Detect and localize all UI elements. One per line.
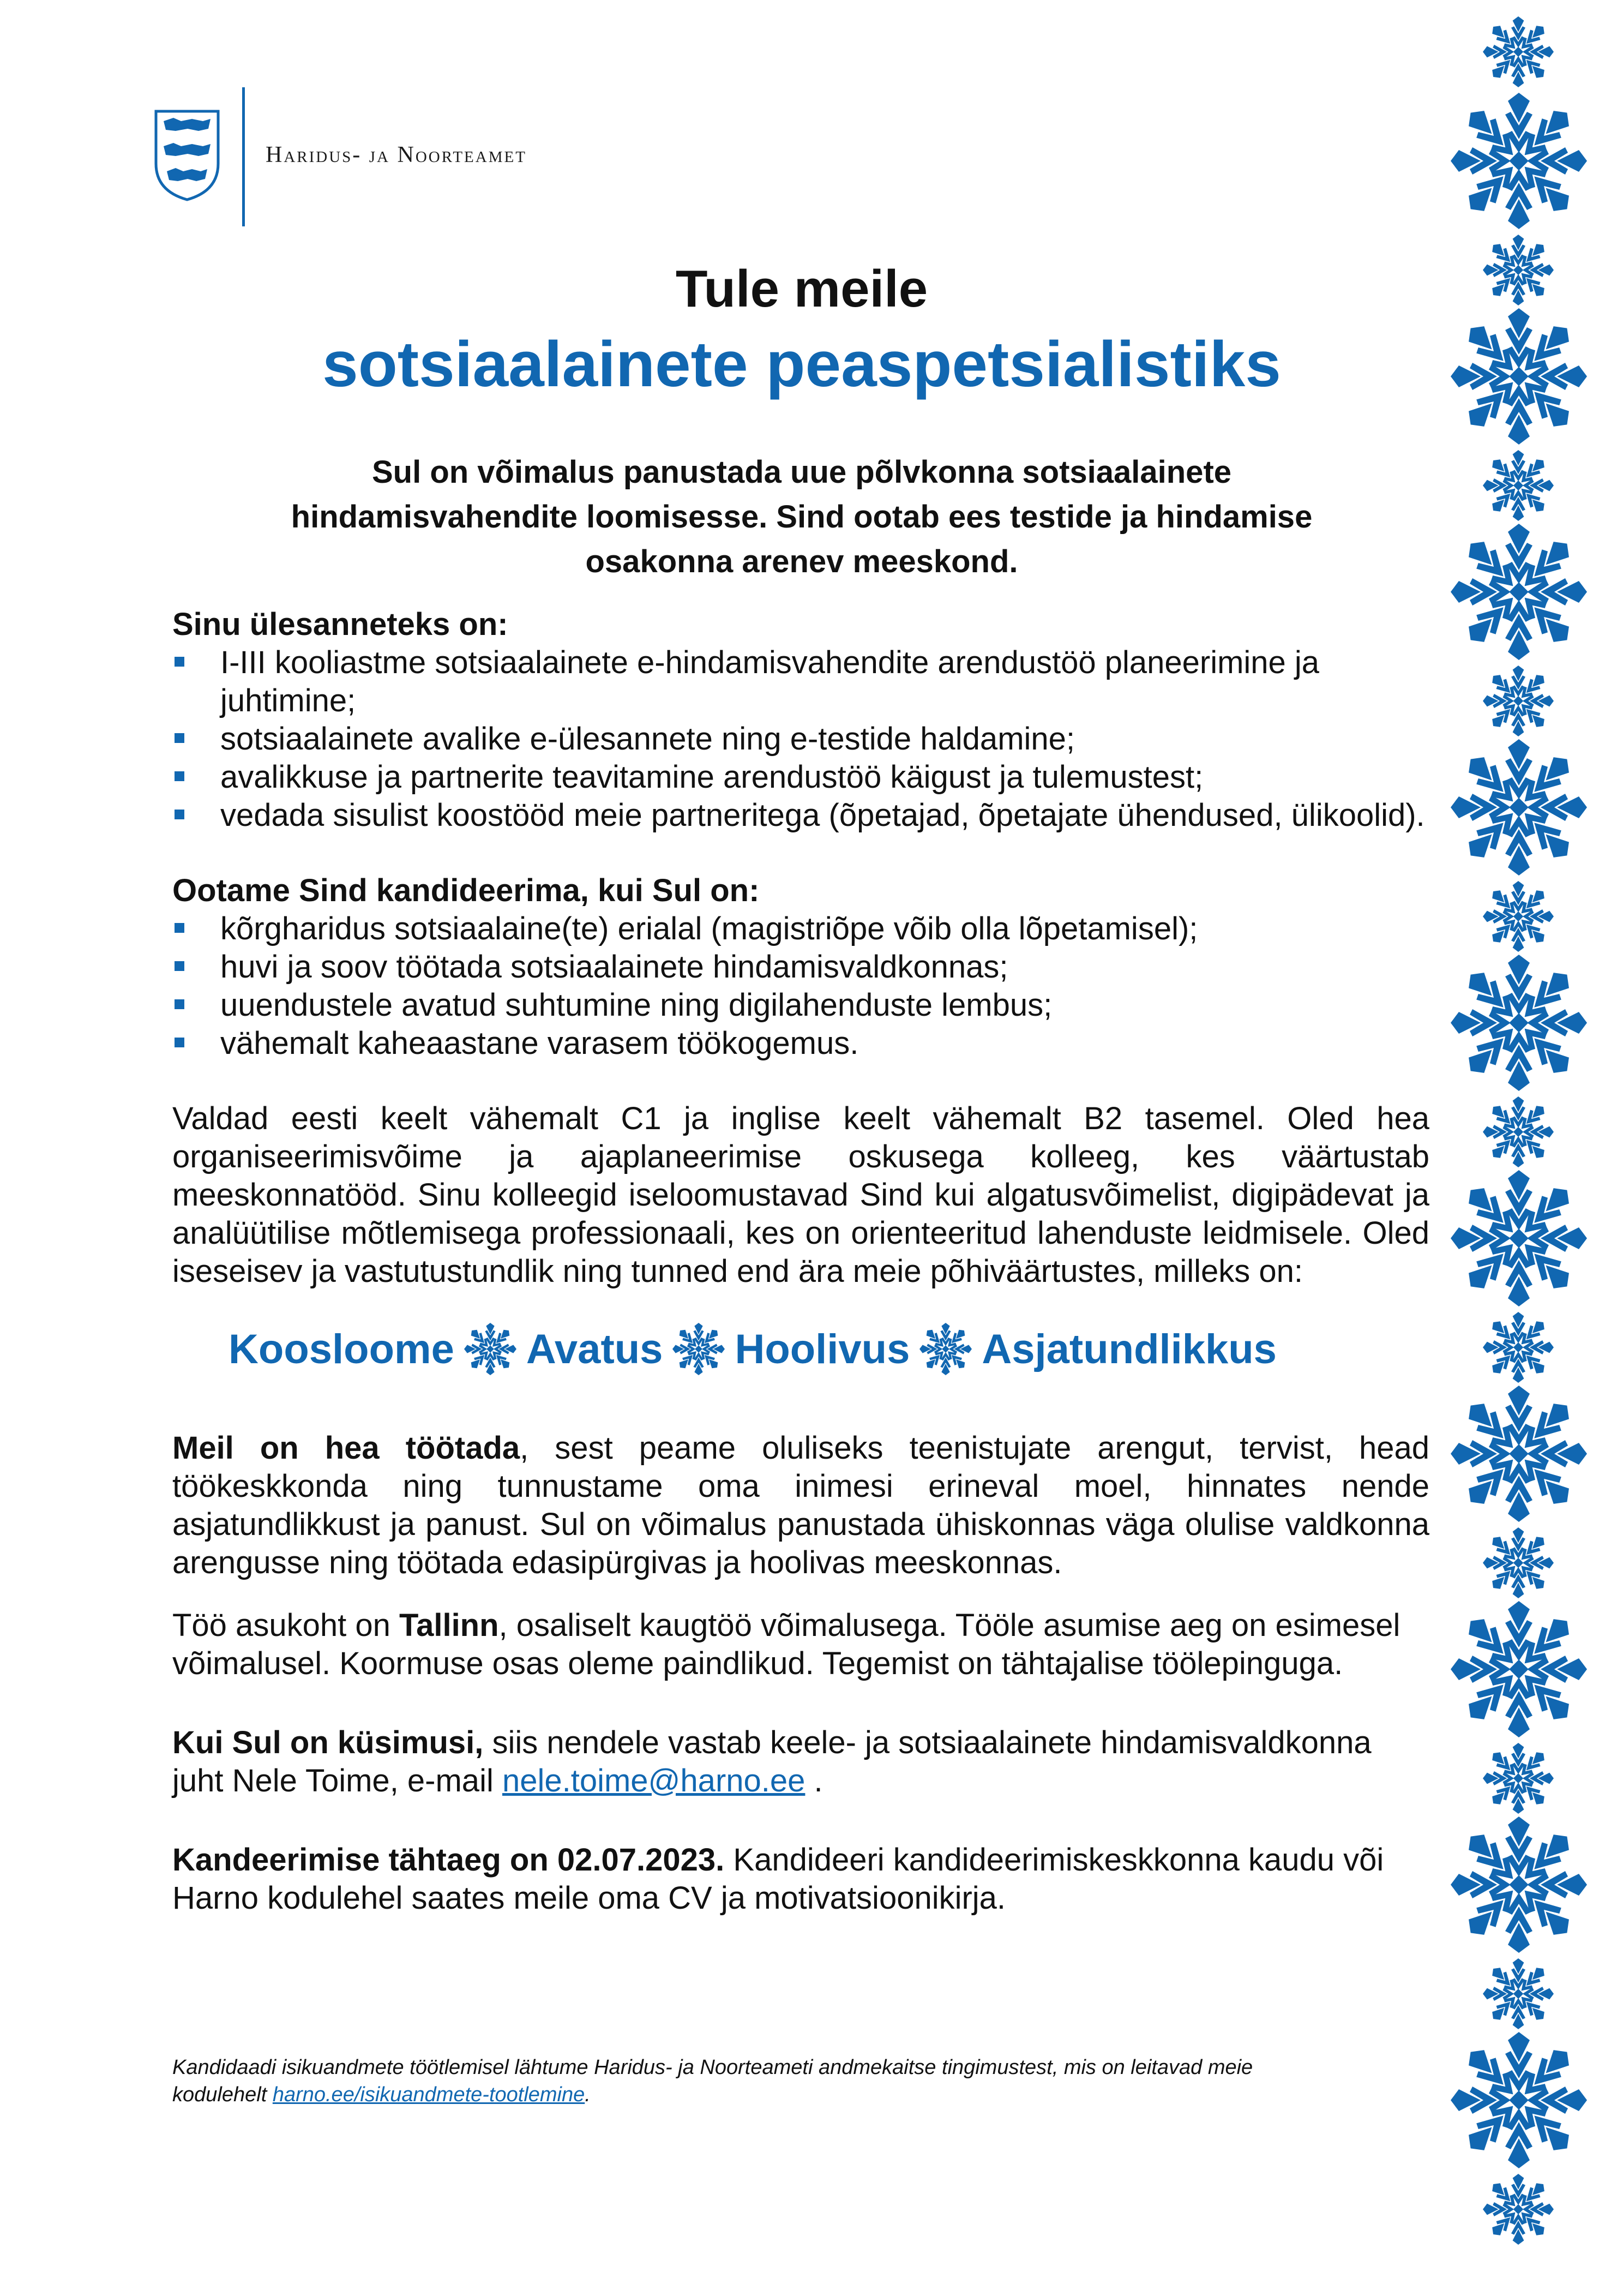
large-star-icon	[1451, 1601, 1587, 1737]
benefits-lead: Meil on hea töötada	[172, 1430, 520, 1466]
contact-email-link[interactable]: nele.toime@harno.ee	[502, 1763, 806, 1799]
list-item: avalikkuse ja partnerite teavitamine arendustöö käigust ja tulemustest;	[172, 758, 1429, 796]
job-description	[172, 606, 1429, 1291]
requirements-title: Ootame Sind kandideerima, kui Sul on:	[172, 873, 760, 908]
location-paragraph	[172, 1606, 1429, 1683]
privacy-footnote	[172, 2054, 1318, 2108]
list-item: vedada sisulist koostööd meie partneritega (õpetajad, õpetajate ühendused, ülikoolid).	[172, 796, 1429, 835]
list-item: huvi ja soov töötada sotsiaalainete hindamisvaldkonnas;	[172, 948, 1429, 986]
star-icon	[672, 1323, 725, 1375]
organization-name: Haridus- ja Noorteamet	[266, 142, 527, 167]
benefits-paragraph	[172, 1429, 1429, 1582]
list-item: I-III kooliastme sotsiaalainete e-hindamisvahendite arendustöö planeerimine ja juhtimine;	[172, 644, 1429, 720]
intro-line: osakonna arenev meeskond.	[585, 544, 1018, 579]
star-icon	[919, 1323, 972, 1375]
value-label: Hoolivus	[735, 1326, 910, 1372]
small-star-icon	[1483, 450, 1554, 521]
small-star-icon	[1483, 1958, 1554, 2029]
large-star-icon	[1451, 1386, 1587, 1522]
profile-paragraph: Valdad eesti keelt vähemalt C1 ja inglise keelt vähemalt B2 tasemel. Oled hea organiseerimisvõime ja ajaplaneerimise oskusega kolleeg, kes väärtustab meeskonnatööd. Sinu kolleegid iseloomustavad Sind kui algatusvõimelist, digipädevat ja analüütilise mõtlemisega professionaali, kes on orienteeritud lahenduste leidmisele. Oled iseseisev ja vastutustundlik ning tunned end ära meie põhiväärtustes, milleks on:	[172, 1101, 1429, 1289]
footnote-after: .	[585, 2083, 591, 2106]
small-star-icon	[1483, 1743, 1554, 1814]
large-star-icon	[1451, 1170, 1587, 1306]
location-suffix: , osaliselt kaugtöö võimalusega. Tööle asumise aeg on esimesel võimalusel. Koormuse osas oleme paindlikud. Tegemist on tähtajalise töölepinguga.	[172, 1608, 1400, 1681]
small-star-icon	[1483, 1096, 1554, 1167]
large-star-icon	[1451, 524, 1587, 660]
deadline-paragraph	[172, 1841, 1429, 1917]
organization-logo	[154, 87, 546, 226]
page-title-line1: Tule meile	[675, 260, 928, 318]
deadline-text: Kandideeri kandideerimiskeskkonna kaudu või Harno kodulehel saates meile oma CV ja motivatsioonikirja.	[172, 1842, 1384, 1916]
location-prefix: Töö asukoht on	[172, 1608, 399, 1643]
small-star-icon	[1483, 16, 1554, 87]
location-city: Tallinn	[399, 1608, 499, 1643]
benefits-text: , sest peame oluliseks teenistujate arengut, tervist, head töökeskkonda ning tunnustame oma inimesi erineval moel, hinnates nende asjatundlikkust ja panust. Sul on võimalus panustada ühiskonnas väga olulise valdkonna arengusse ning töötada edasipürgivas ja hoolivas meeskonnas.	[172, 1430, 1429, 1580]
contact-after: .	[805, 1763, 823, 1799]
intro-line: Sul on võimalus panustada uue põlvkonna sotsiaalainete	[371, 454, 1232, 490]
small-star-icon	[1483, 881, 1554, 952]
logo-divider	[242, 87, 245, 226]
value-label: Asjatundlikkus	[982, 1326, 1277, 1372]
large-star-icon	[1451, 955, 1587, 1091]
star-icon	[464, 1323, 516, 1375]
list-item: vähemalt kaheaastane varasem töökogemus.	[172, 1024, 1429, 1063]
list-item: kõrgharidus sotsiaalaine(te) erialal (magistriõpe võib olla lõpetamisel);	[172, 910, 1429, 948]
contact-lead: Kui Sul on küsimusi,	[172, 1725, 484, 1760]
estonian-coat-of-arms-icon	[154, 109, 220, 202]
list-item: uuendustele avatud suhtumine ning digilahenduste lembus;	[172, 986, 1429, 1024]
contact-text: siis nendele vastab keele- ja sotsiaalainete hindamisvaldkonna juht Nele Toime, e-mail	[172, 1725, 1372, 1799]
page-title-line2: sotsiaalainete peaspetsialistiks	[322, 328, 1281, 400]
privacy-link[interactable]: harno.ee/isikuandmete-tootlemine	[272, 2083, 585, 2106]
large-star-icon	[1451, 739, 1587, 876]
value-label: Koosloome	[229, 1326, 454, 1372]
job-details	[172, 1429, 1429, 1917]
intro-text	[256, 450, 1347, 584]
large-star-icon	[1451, 1817, 1587, 1953]
tasks-title: Sinu ülesanneteks on:	[172, 607, 508, 642]
contact-paragraph	[172, 1724, 1429, 1800]
large-star-icon	[1451, 2032, 1587, 2168]
small-star-icon	[1483, 666, 1554, 736]
requirements-list	[172, 910, 1429, 1063]
deadline-lead: Kandeerimise tähtaeg on 02.07.2023.	[172, 1842, 725, 1878]
list-item: sotsiaalainete avalike e-ülesannete ning e-testide haldamine;	[172, 720, 1429, 758]
large-star-icon	[1451, 93, 1587, 229]
small-star-icon	[1483, 1527, 1554, 1598]
core-values	[0, 1323, 1505, 1375]
small-star-icon	[1483, 2174, 1554, 2245]
tasks-list	[172, 644, 1429, 835]
intro-line: hindamisvahendite loomisesse. Sind ootab ees testide ja hindamise	[291, 499, 1313, 535]
value-label: Avatus	[526, 1326, 663, 1372]
footnote-text: Kandidaadi isikuandmete töötlemisel lähtume Haridus- ja Noorteameti andmekaitse tingimustest, mis on leitavad meie kodulehelt	[172, 2056, 1253, 2106]
